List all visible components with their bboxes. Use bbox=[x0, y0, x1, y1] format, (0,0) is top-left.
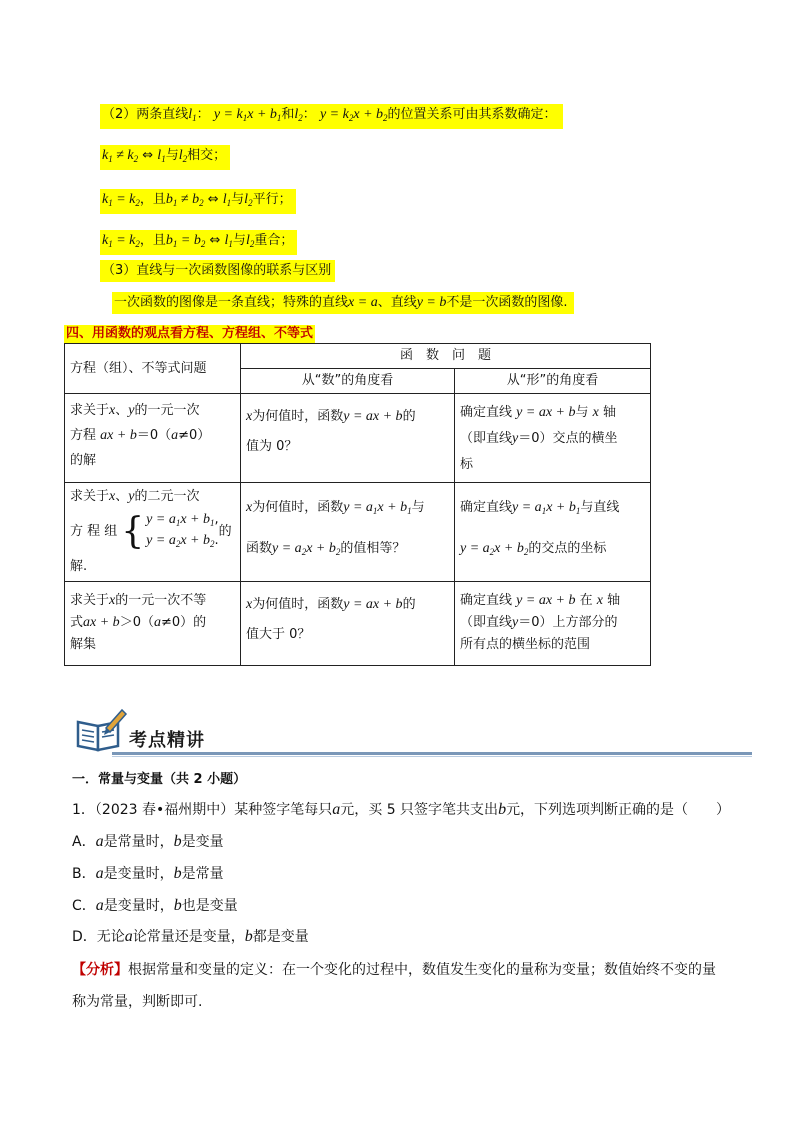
sym: k bbox=[236, 107, 243, 122]
sym: k bbox=[102, 192, 109, 207]
sym: x bbox=[592, 405, 599, 420]
sym: 1 bbox=[161, 154, 166, 164]
eq: y = ax + b bbox=[516, 405, 576, 420]
text: （3）直线与一次函数图像的联系与区别 bbox=[102, 263, 332, 278]
sym: y bbox=[512, 615, 519, 630]
header-func bbox=[241, 344, 651, 369]
sym: 2 bbox=[135, 198, 140, 208]
banner-title: 考点精讲 bbox=[129, 730, 205, 751]
system-lines: $y = a_1x + b_1$, $y = a_2x + b_2$. bbox=[146, 512, 219, 549]
text: 轴 bbox=[607, 593, 621, 608]
text: 求关于 bbox=[70, 403, 110, 418]
text: ≠0） bbox=[178, 428, 211, 443]
sym: 2 bbox=[248, 198, 253, 208]
eq-l2: $y = k_2x + b_2$ bbox=[319, 107, 388, 123]
text: 、 bbox=[115, 403, 129, 418]
text: 与 bbox=[411, 500, 425, 515]
text: 和 bbox=[281, 107, 295, 122]
text: 的解 bbox=[70, 453, 97, 468]
sym: y bbox=[128, 403, 135, 418]
text: 函数 bbox=[246, 541, 273, 556]
sym: l bbox=[157, 148, 162, 163]
text: 值大于 0？ bbox=[246, 627, 311, 642]
option-d[interactable] bbox=[72, 927, 309, 947]
row1-mid bbox=[241, 394, 455, 483]
text: 1．（2023 春•福州期中）某种签字笔每只 bbox=[72, 802, 333, 818]
text: 的值相等？ bbox=[340, 541, 406, 556]
sym: a bbox=[124, 928, 133, 945]
book-pen-icon bbox=[72, 708, 128, 754]
text: 是变量时， bbox=[103, 898, 174, 914]
sym: y bbox=[512, 431, 519, 446]
sym: x bbox=[246, 409, 253, 424]
header-shape-view bbox=[455, 369, 651, 394]
text: ＝0（ bbox=[136, 428, 172, 443]
eq: $y = a_1x + b_1$ bbox=[512, 500, 581, 516]
text: 轴 bbox=[603, 405, 617, 420]
text: 式 bbox=[70, 615, 84, 630]
sym: x bbox=[247, 107, 254, 122]
analysis-line1 bbox=[72, 960, 716, 980]
sym: l bbox=[245, 233, 250, 248]
eq: y = b bbox=[416, 295, 447, 310]
text: C． bbox=[72, 898, 96, 914]
text: 在 bbox=[579, 593, 593, 608]
eq: $y = a_2x + b_2$ bbox=[146, 533, 215, 549]
sym: 2 bbox=[298, 113, 303, 123]
sym: l bbox=[222, 192, 227, 207]
sym: 1 bbox=[226, 198, 232, 208]
eq: ax + b bbox=[83, 615, 120, 630]
text: （即直线 bbox=[460, 431, 513, 446]
sym: 1 bbox=[192, 113, 197, 123]
eq: y = ax + b bbox=[343, 409, 403, 424]
sym: a bbox=[332, 801, 341, 818]
analysis-line2: 称为常量，判断即可. bbox=[72, 994, 203, 1010]
sym: a bbox=[171, 428, 179, 443]
text: 元，买 5 只签字笔共支出 bbox=[340, 802, 499, 818]
text: 都是变量 bbox=[252, 929, 309, 945]
eq: $b_1 \ne b_2$ bbox=[165, 192, 204, 208]
sym: 1 bbox=[108, 198, 113, 208]
text: 的一元一次不等 bbox=[115, 593, 207, 608]
text: 的位置关系可由其系数确定： bbox=[387, 107, 557, 122]
analysis-tag: 【分析】 bbox=[72, 962, 128, 978]
header-number-view bbox=[241, 369, 455, 394]
text: 的 bbox=[402, 597, 416, 612]
eq: y = ax + b bbox=[343, 597, 403, 612]
text: 确定直线 bbox=[460, 405, 513, 420]
text: 与 bbox=[575, 405, 589, 420]
sym: b bbox=[165, 192, 173, 207]
sym: b bbox=[173, 833, 182, 850]
text: 是常量 bbox=[181, 866, 224, 882]
banner-rule bbox=[112, 752, 752, 755]
sym: 2 bbox=[199, 198, 204, 208]
sym: l bbox=[294, 107, 299, 122]
sym: x bbox=[246, 500, 253, 515]
row3-left bbox=[65, 582, 241, 666]
row3-right bbox=[455, 582, 651, 666]
text: 确定直线 bbox=[460, 593, 513, 608]
text: 重合； bbox=[254, 233, 294, 248]
text: ，且 bbox=[139, 233, 166, 248]
text: 、 bbox=[115, 489, 129, 504]
text: 所有点的横坐标的范围 bbox=[460, 637, 591, 652]
text: 是变量 bbox=[181, 834, 224, 850]
section-heading-4: 四、用函数的观点看方程、方程组、不等式 bbox=[66, 326, 314, 341]
eq: $k_1 = k_2$ bbox=[102, 192, 140, 208]
sym: l bbox=[224, 233, 229, 248]
text: 的 bbox=[218, 524, 232, 539]
sym: l bbox=[188, 107, 193, 122]
text: 方程 bbox=[70, 428, 97, 443]
sym: b bbox=[165, 233, 173, 248]
text: 确定直线 bbox=[460, 500, 513, 515]
eq: y = ax + b bbox=[516, 593, 576, 608]
sym: x bbox=[353, 107, 360, 122]
sym: x bbox=[109, 489, 116, 504]
sym: a bbox=[95, 833, 104, 850]
section-banner bbox=[72, 708, 752, 756]
case-parallel: $k_1 = k_2$，且$b_1 \ne b_2$ ⇔ $l_1$与$l_2$平行； bbox=[100, 189, 296, 214]
sym: 1 bbox=[228, 239, 233, 249]
text: 平行； bbox=[252, 192, 292, 207]
option-a[interactable] bbox=[72, 832, 224, 852]
text: 为何值时，函数 bbox=[252, 409, 344, 424]
eq-l1: $y = k_1x + b_1$ bbox=[213, 107, 282, 123]
eq: $y = a_1x + b_1$ bbox=[343, 500, 412, 516]
text: ，且 bbox=[139, 192, 166, 207]
text: （即直线 bbox=[460, 615, 513, 630]
sym: k bbox=[342, 107, 349, 122]
row3-mid bbox=[241, 582, 455, 666]
sym: k bbox=[127, 148, 134, 163]
sym: 2 bbox=[133, 154, 139, 164]
text: D．无论 bbox=[72, 929, 125, 945]
sym: y bbox=[319, 107, 327, 122]
text: ： bbox=[196, 107, 210, 122]
text: 的 bbox=[402, 409, 416, 424]
text: 方程（组）、不等式问题 bbox=[70, 360, 207, 376]
text: 求关于 bbox=[70, 489, 110, 504]
sym: x bbox=[348, 295, 355, 310]
q1-stem bbox=[72, 800, 730, 820]
text: 是常量时， bbox=[103, 834, 174, 850]
eq: $k_1 = k_2$ bbox=[102, 233, 140, 249]
eq: $k_1 \ne k_2$ bbox=[102, 148, 139, 164]
text: 与 bbox=[165, 148, 179, 163]
text: 求关于 bbox=[70, 593, 110, 608]
sym: x bbox=[596, 593, 603, 608]
case-coincide: $k_1 = k_2$，且$b_1 = b_2$ ⇔ $l_1$与$l_2$重合； bbox=[100, 230, 297, 255]
section1-title: 一．常量与变量（共 2 小题） bbox=[72, 772, 247, 787]
sym: 2 bbox=[249, 239, 255, 249]
sym: b bbox=[498, 801, 507, 818]
eq: $y = a_2x + b_2$ bbox=[272, 541, 341, 557]
sym: 1 bbox=[276, 113, 282, 123]
row1-right bbox=[455, 394, 651, 483]
sym: 2 bbox=[135, 239, 140, 249]
sym: x bbox=[246, 597, 253, 612]
text: 解集 bbox=[70, 637, 97, 652]
sym: y bbox=[128, 489, 135, 504]
text: 一次函数的图像是一条直线；特殊的直线 bbox=[114, 295, 349, 310]
sym: a bbox=[153, 615, 161, 630]
text: 从“数”的角度看 bbox=[301, 373, 394, 388]
text: 的一元一次 bbox=[134, 403, 200, 418]
eq: $y = a_2x + b_2$ bbox=[460, 541, 529, 557]
text: 从“形”的角度看 bbox=[506, 373, 599, 388]
eq: x = a bbox=[348, 295, 378, 310]
sym: b bbox=[193, 233, 201, 248]
sym: a bbox=[95, 897, 104, 914]
sym: b bbox=[376, 107, 384, 122]
text: 也是变量 bbox=[181, 898, 238, 914]
sym: y bbox=[416, 295, 423, 310]
sym: x bbox=[109, 593, 116, 608]
option-b[interactable] bbox=[72, 864, 224, 884]
eq: $b_1 = b_2$ bbox=[165, 233, 206, 249]
sym: 1 bbox=[242, 113, 248, 123]
sym: 1 bbox=[108, 239, 113, 249]
sym: 1 bbox=[172, 198, 178, 208]
sym: k bbox=[129, 192, 136, 207]
text: ＝0）交点的横坐 bbox=[518, 431, 618, 446]
case-intersect: $k_1 \ne k_2$ ⇔ $l_1$与$l_2$相交； bbox=[100, 145, 230, 170]
line3-paragraph bbox=[100, 260, 335, 282]
text: 值为 0？ bbox=[246, 439, 298, 454]
banner-rule-thin bbox=[112, 756, 752, 757]
text: 的二元一次 bbox=[134, 489, 200, 504]
system-of-equations bbox=[70, 511, 235, 553]
text: 方 程 组 bbox=[70, 524, 118, 539]
sym: 1 bbox=[172, 239, 178, 249]
sym: b bbox=[244, 928, 253, 945]
sym: 2 bbox=[383, 113, 388, 123]
function-equation-table bbox=[64, 343, 651, 666]
text: 与 bbox=[231, 192, 245, 207]
text: 函 数 问 题 bbox=[400, 348, 492, 363]
text: 标 bbox=[460, 457, 474, 472]
sym: 2 bbox=[200, 239, 206, 249]
sym: b bbox=[192, 192, 200, 207]
row2-mid bbox=[241, 483, 455, 582]
sym: y bbox=[213, 107, 221, 122]
eq: $y = a_1x + b_1$ bbox=[146, 512, 215, 528]
sym: a bbox=[370, 295, 378, 310]
text: （2）两条直线 bbox=[102, 107, 189, 122]
line4-paragraph bbox=[112, 292, 574, 314]
option-c[interactable] bbox=[72, 896, 238, 916]
row2-left bbox=[65, 483, 241, 582]
text: 解. bbox=[70, 559, 88, 574]
text: 不是一次函数的图像. bbox=[446, 295, 568, 310]
text: 根据常量和变量的定义：在一个变化的过程中，数值发生变化的量称为变量；数值始终不变的量 bbox=[128, 962, 716, 978]
header-left bbox=[65, 344, 241, 394]
sym: k bbox=[102, 233, 109, 248]
sym: 1 bbox=[108, 154, 113, 164]
text: ： bbox=[302, 107, 316, 122]
row1-left bbox=[65, 394, 241, 483]
text: 相交； bbox=[187, 148, 227, 163]
sym: b bbox=[269, 107, 277, 122]
sym: l bbox=[244, 192, 249, 207]
text: 与直线 bbox=[580, 500, 620, 515]
sym: k bbox=[129, 233, 136, 248]
eq: ax + b bbox=[100, 428, 137, 443]
text: ≠0）的 bbox=[160, 615, 207, 630]
sym: l bbox=[178, 148, 183, 163]
sym: k bbox=[102, 148, 109, 163]
brace: { bbox=[121, 511, 145, 552]
text: ＝0）上方部分的 bbox=[518, 615, 618, 630]
sym: 2 bbox=[182, 154, 188, 164]
sym: b bbox=[173, 897, 182, 914]
sym: a bbox=[95, 865, 104, 882]
text: 的交点的坐标 bbox=[528, 541, 607, 556]
text: A． bbox=[72, 834, 96, 850]
sym: b bbox=[439, 295, 447, 310]
text: 元，下列选项判断正确的是（ ） bbox=[506, 802, 731, 818]
sym: 2 bbox=[348, 113, 354, 123]
sym: x bbox=[109, 403, 116, 418]
row2-right bbox=[455, 483, 651, 582]
sym: b bbox=[173, 865, 182, 882]
text: ＞0（ bbox=[119, 615, 154, 630]
line2-paragraph bbox=[100, 104, 563, 129]
text: 论常量还是变量， bbox=[132, 929, 245, 945]
text: 、直线 bbox=[377, 295, 417, 310]
text: 是变量时， bbox=[103, 866, 174, 882]
text: B． bbox=[72, 866, 96, 882]
text: 为何值时，函数 bbox=[252, 500, 344, 515]
text: 与 bbox=[232, 233, 246, 248]
text: 为何值时，函数 bbox=[252, 597, 344, 612]
